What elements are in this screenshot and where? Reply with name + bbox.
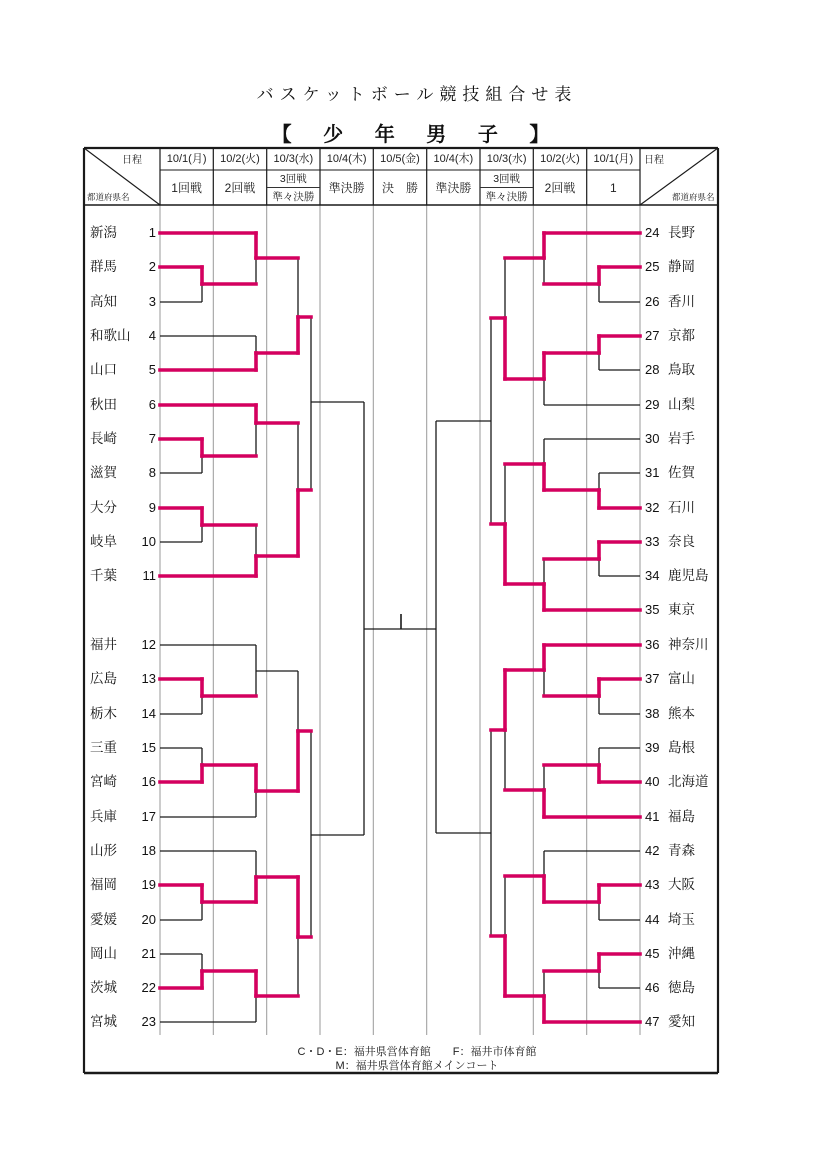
team-number: 35: [645, 602, 660, 617]
header-date-cell: 10/4(木): [433, 153, 474, 165]
team-name: 大分: [90, 500, 117, 515]
team-name: 青森: [668, 843, 695, 858]
team-number: 31: [645, 465, 660, 480]
team-name: 茨城: [90, 980, 117, 995]
team-name: 広島: [90, 671, 117, 686]
team-name: 岡山: [90, 946, 117, 961]
team-number: 4: [148, 328, 156, 343]
team-name: 山口: [90, 362, 117, 377]
team-number: 41: [645, 809, 660, 824]
team-name: 熊本: [668, 706, 695, 721]
team-number: 20: [141, 912, 156, 927]
team-number: 25: [645, 259, 660, 274]
team-number: 19: [141, 877, 156, 892]
team-name: 愛媛: [90, 912, 117, 927]
team-number: 29: [645, 397, 660, 412]
team-number: 13: [141, 671, 156, 686]
team-number: 28: [645, 362, 660, 377]
prefecture-corner-label-left: 都道府県名: [87, 192, 130, 202]
team-name: 佐賀: [668, 465, 695, 480]
team-name: 埼玉: [668, 912, 695, 927]
header-date-cell: 10/2(火): [220, 153, 260, 165]
team-number: 34: [645, 568, 660, 583]
team-number: 21: [141, 946, 156, 961]
team-number: 22: [141, 980, 156, 995]
team-name: 東京: [668, 602, 695, 617]
round-label-top: 3回戦: [267, 171, 320, 188]
round-label-bottom: 準々決勝: [485, 191, 528, 203]
header-date-cell: 10/4(木): [326, 153, 367, 165]
team-number: 16: [141, 774, 156, 789]
venue-note-line2: M：福井県営体育館メインコート: [335, 1060, 499, 1072]
team-number: 27: [645, 328, 660, 343]
team-number: 42: [645, 843, 660, 858]
team-number: 38: [645, 706, 660, 721]
header-date-cell: 10/1(月): [166, 153, 207, 165]
team-name: 新潟: [90, 225, 117, 240]
team-number: 46: [645, 980, 660, 995]
team-name: 香川: [668, 294, 695, 309]
team-name: 鹿児島: [668, 568, 709, 583]
team-name: 滋賀: [90, 465, 117, 480]
header-date-cell: 10/2(火): [540, 153, 580, 165]
team-number: 12: [141, 637, 156, 652]
team-number: 23: [141, 1014, 156, 1029]
team-number: 9: [148, 500, 156, 515]
header-date-cell: 10/3(水): [486, 153, 527, 165]
team-number: 26: [645, 294, 660, 309]
page-subtitle: 【 少 年 男 子 】: [271, 124, 563, 146]
team-number: 40: [645, 774, 660, 789]
team-name: 京都: [668, 328, 695, 343]
team-name: 福岡: [90, 877, 117, 892]
team-number: 5: [148, 362, 156, 377]
team-number: 47: [645, 1014, 660, 1029]
team-number: 11: [142, 568, 156, 583]
team-name: 秋田: [90, 397, 117, 412]
team-number: 36: [645, 637, 660, 652]
team-name: 鳥取: [668, 362, 695, 377]
team-name: 福島: [668, 809, 695, 824]
team-number: 30: [645, 431, 660, 446]
team-number: 37: [645, 671, 660, 686]
team-name: 兵庫: [90, 809, 117, 824]
header-round-cell: [480, 170, 533, 205]
team-name: 富山: [668, 671, 695, 686]
team-number: 14: [141, 706, 156, 721]
team-name: 長崎: [90, 431, 117, 446]
team-number: 43: [645, 877, 660, 892]
team-name: 山梨: [668, 397, 695, 412]
team-name: 三重: [90, 740, 117, 755]
team-number: 39: [645, 740, 660, 755]
team-name: 宮城: [90, 1014, 117, 1029]
team-number: 32: [645, 500, 660, 515]
team-name: 宮崎: [90, 774, 117, 789]
team-number: 17: [141, 809, 156, 824]
schedule-corner-label-right: 日程: [644, 155, 664, 166]
team-name: 和歌山: [90, 328, 131, 343]
team-name: 徳島: [668, 980, 695, 995]
team-name: 石川: [668, 500, 695, 515]
header-round-cell: 1回戦: [171, 181, 202, 195]
team-name: 沖縄: [668, 946, 695, 961]
header-round-cell: 準決勝: [435, 181, 472, 195]
team-name: 千葉: [90, 568, 117, 583]
team-name: 山形: [90, 843, 117, 858]
team-number: 3: [148, 294, 156, 309]
round-label-bottom: 準々決勝: [272, 191, 315, 203]
team-name: 長野: [668, 225, 695, 240]
team-number: 15: [141, 740, 156, 755]
team-name: 大阪: [668, 877, 695, 892]
team-name: 岐阜: [90, 534, 117, 549]
team-number: 24: [645, 225, 660, 240]
header-round-cell: 1: [609, 180, 617, 195]
team-number: 8: [148, 465, 156, 480]
team-number: 10: [141, 534, 156, 549]
team-name: 奈良: [668, 534, 695, 549]
team-name: 愛知: [668, 1014, 695, 1029]
schedule-corner-label-left: 日程: [122, 155, 142, 166]
header-round-cell: 決 勝: [381, 181, 418, 195]
prefecture-corner-label-right: 都道府県名: [672, 192, 715, 202]
team-name: 神奈川: [668, 637, 709, 652]
header-round-cell: [267, 170, 320, 205]
team-name: 群馬: [90, 259, 117, 274]
team-name: 岩手: [668, 431, 695, 446]
team-number: 33: [645, 534, 660, 549]
header-date-cell: 10/3(水): [273, 153, 314, 165]
header-date-cell: 10/1(月): [593, 153, 634, 165]
team-number: 44: [645, 912, 660, 927]
team-number: 2: [148, 259, 156, 274]
header-date-cell: 10/5(金): [380, 153, 420, 165]
header-round-cell: 2回戦: [224, 181, 256, 195]
team-number: 45: [645, 946, 660, 961]
team-number: 18: [141, 843, 156, 858]
team-name: 島根: [668, 740, 695, 755]
header-round-cell: 準決勝: [328, 181, 365, 195]
header-round-cell: 2回戦: [544, 181, 576, 195]
page-title: バスケットボール競技組合せ表: [256, 85, 578, 104]
team-number: 6: [148, 397, 156, 412]
round-label-top: 3回戦: [480, 171, 533, 188]
team-name: 静岡: [668, 259, 695, 274]
team-name: 北海道: [668, 774, 709, 789]
team-number: 7: [148, 431, 156, 446]
venue-note-line1: C・D・E：福井県営体育館 F：福井市体育館: [297, 1046, 537, 1058]
team-name: 福井: [90, 637, 117, 652]
team-name: 高知: [90, 294, 117, 309]
team-name: 栃木: [90, 706, 117, 721]
team-number: 1: [148, 225, 156, 240]
